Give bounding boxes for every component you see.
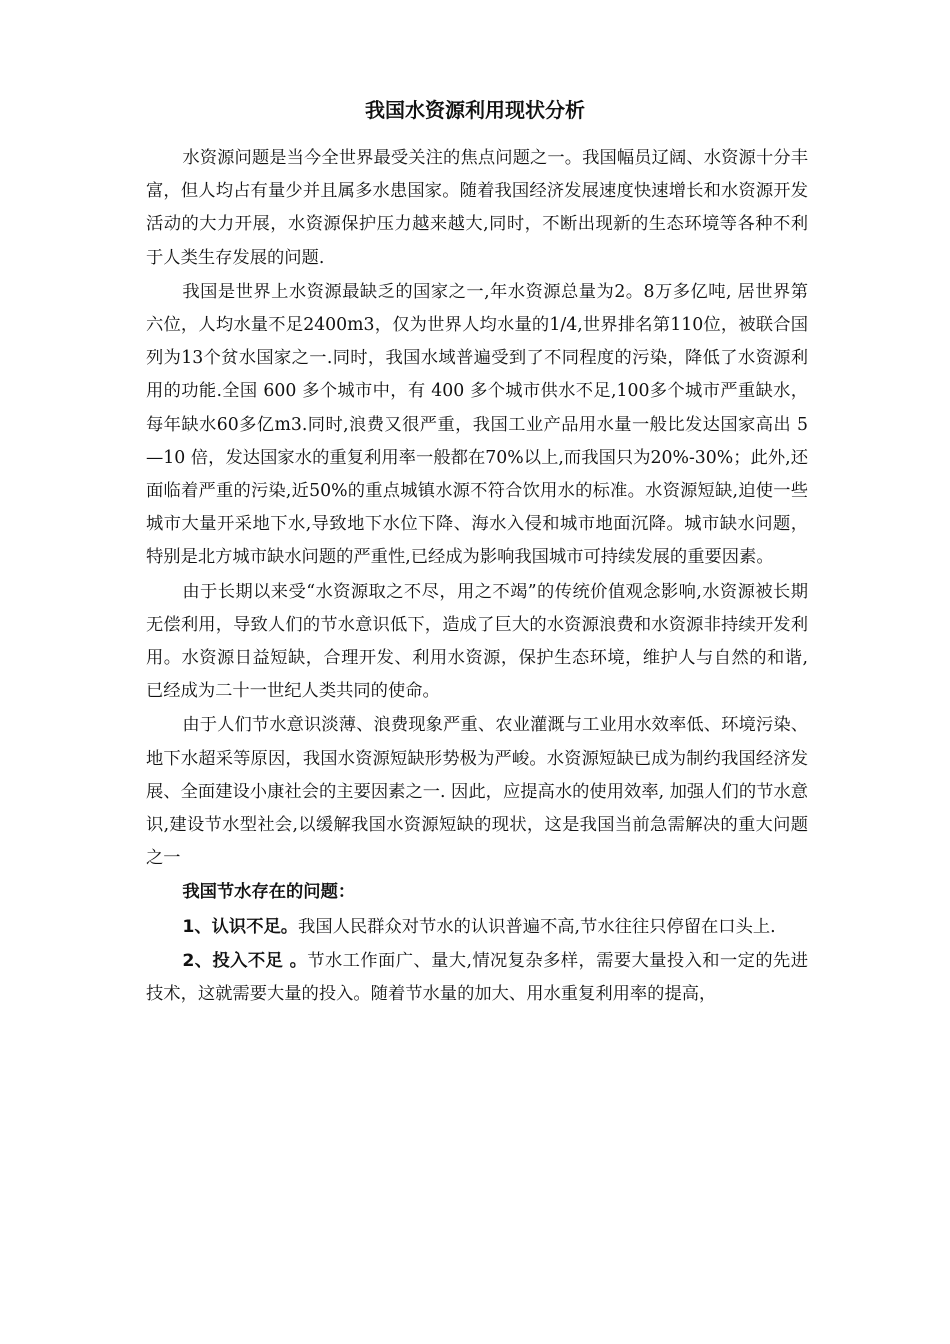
problem-text: 我国人民群众对节水的认识普遍不高,节水往往只停留在口头上.	[298, 916, 776, 937]
paragraph-water-shortage: 我国是世界上水资源最缺乏的国家之一,年水资源总量为2。8万多亿吨, 居世界第六位，人均水量不足2400m3，仅为世界人均水量的1/4,世界排名第110位，被联合国列为13个贫水国家之一.同时，我国水域普遍受到了不同程度的污染，降低了水资源利用的功能.全国 600 多个城市中，有 400 多个城市供水不足,100多个城市严重缺水，每年缺水60多亿m3.同时,浪费又很严重，我国工业产品用水量一般比发达国家高出 5—10 倍，发达国家水的重复利用率一般都在70%以上,而我国只为20%-30%；此外,还面临着严重的污染,近50%的重点城镇水源不符合饮用水的标准。水资源短缺,迫使一些城市大量开采地下水,导致地下水位下降、海水入侵和城市地面沉降。城市缺水问题，特别是北方城市缺水问题的严重性,已经成为影响我国城市可持续发展的重要因素。	[146, 281, 808, 568]
problem-label: 1、认识不足。	[182, 916, 299, 937]
document-body	[146, 142, 808, 1012]
section-heading-paragraph	[146, 876, 808, 909]
problem-text: 节水工作面广、量大,情况复杂多样，需要大量投入和一定的先进技术，这就需要大量的投入。随着节水量的加大、用水重复利用率的提高，	[146, 950, 808, 1005]
document-title: 我国水资源利用现状分析	[365, 98, 585, 122]
problem-item	[146, 945, 808, 1011]
section-heading: 我国节水存在的问题：	[182, 882, 356, 903]
paragraph-awareness: 由于长期以来受“水资源取之不尽，用之不竭”的传统价值观念影响,水资源被长期无偿利用，导致人们的节水意识低下，造成了巨大的水资源浪费和水资源非持续开发利用。水资源日益短缺，合理开发、利用水资源，保护生态环境，维护人与自然的和谐,已经成为二十一世纪人类共同的使命。	[146, 581, 808, 702]
paragraph-intro: 水资源问题是当今全世界最受关注的焦点问题之一。我国幅员辽阔、水资源十分丰富，但人均占有量少并且属多水患国家。随着我国经济发展速度快速增长和水资源开发活动的大力开展，水资源保护压力越来越大,同时，不断出现新的生态环境等各种不利于人类生存发展的问题.	[146, 148, 808, 268]
problem-label: 2、投入不足 。	[182, 950, 308, 971]
paragraph-causes: 由于人们节水意识淡薄、浪费现象严重、农业灌溉与工业用水效率低、环境污染、地下水超采等原因，我国水资源短缺形势极为严峻。水资源短缺已成为制约我国经济发展、全面建设小康社会的主要因素之一. 因此，应提高水的使用效率, 加强人们的节水意识,建设节水型社会,以缓解我国水资源短缺的现状，这是我国当前急需解决的重大问题之一	[146, 715, 808, 869]
problem-item	[146, 911, 808, 944]
